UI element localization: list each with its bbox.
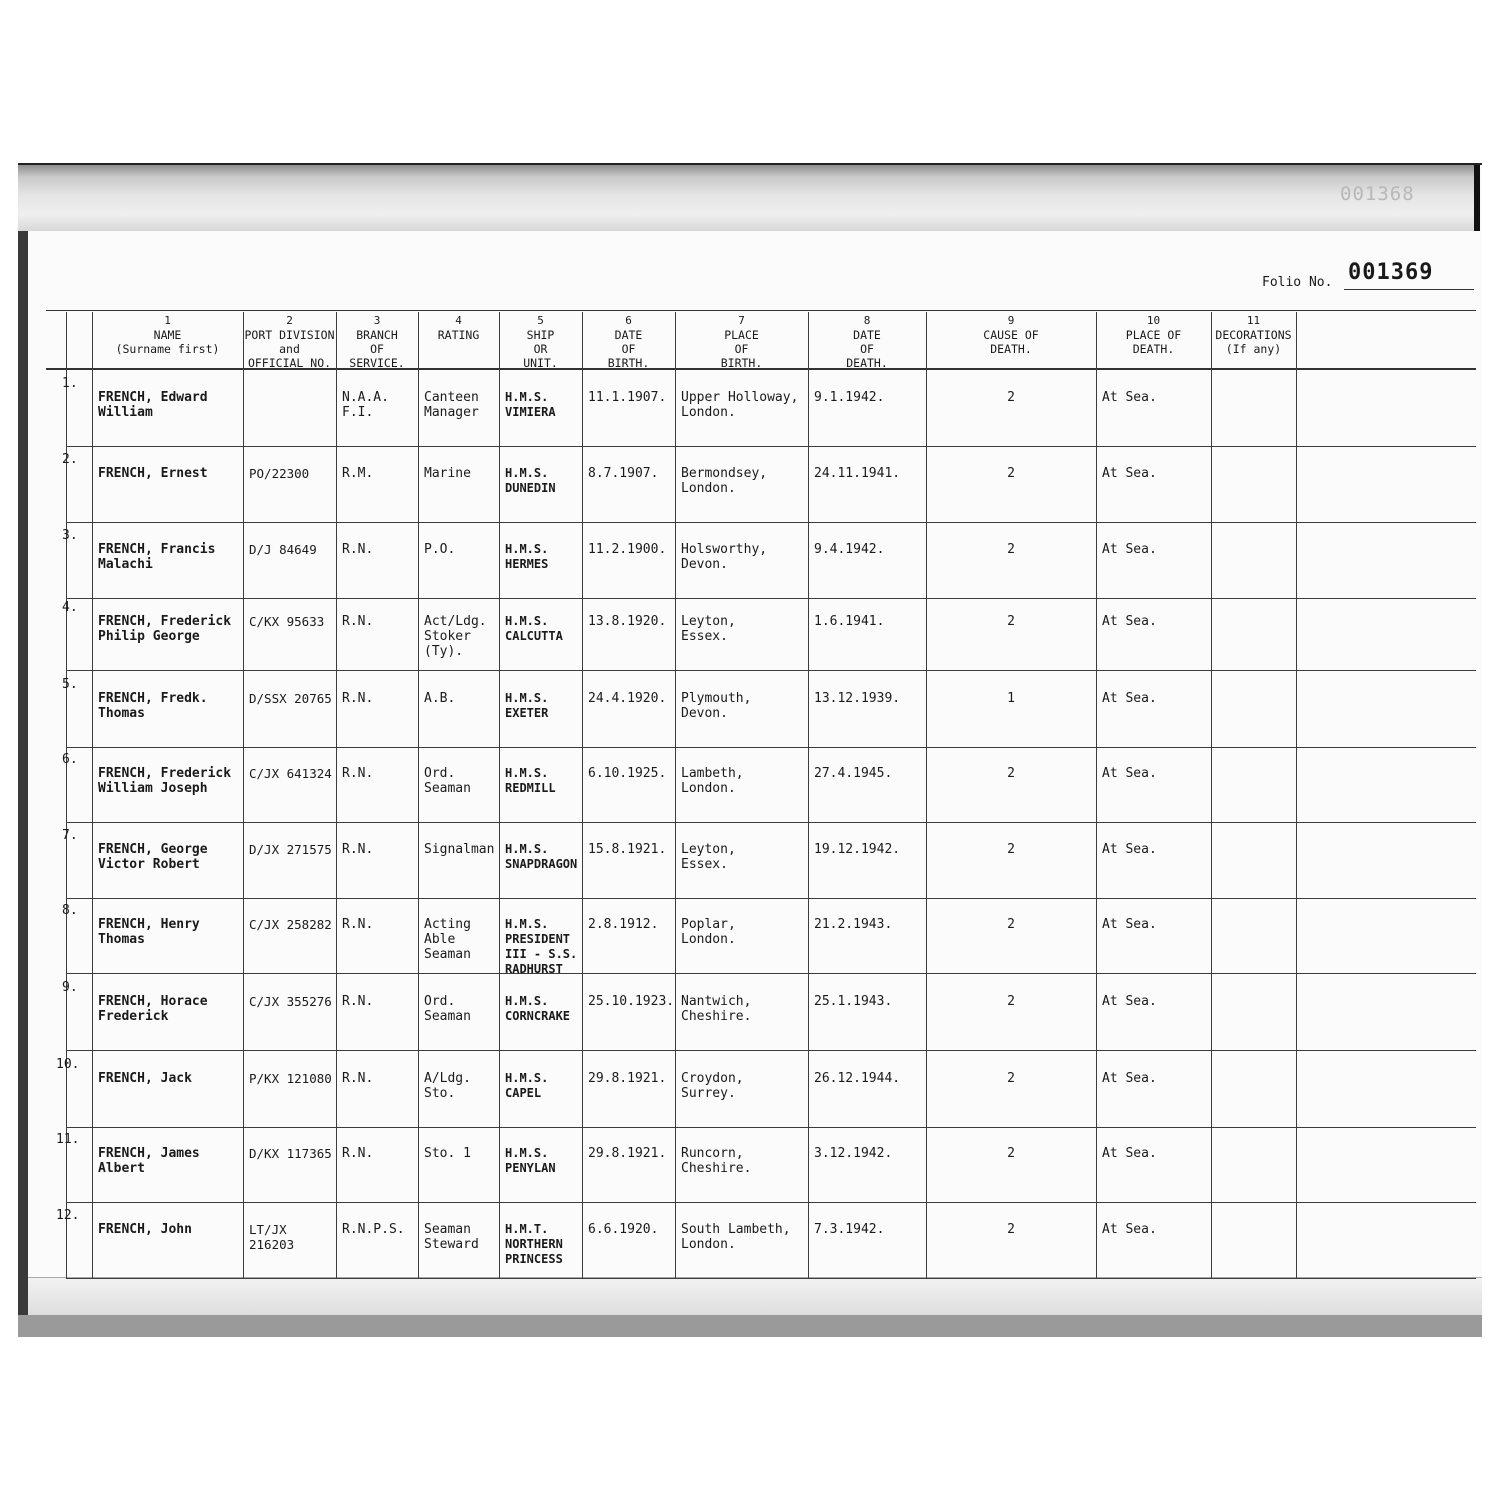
cell-branch: R.N. [342,1071,374,1086]
row-divider [66,1050,1476,1051]
column-number: 10 [1146,314,1161,327]
cell-branch: R.N. [342,766,374,781]
column-header-5 [497,314,584,370]
cell-ship: H.M.S. PRESIDENT III - S.S. RADHURST [505,917,578,976]
cell-pod: At Sea. [1102,842,1157,857]
row-number: 8. [62,903,78,918]
cell-branch: R.N. [342,614,374,629]
cell-branch: R.N. [342,917,374,932]
row-divider [66,822,1476,823]
cell-dod: 9.4.1942. [814,542,885,557]
column-header-8 [806,314,928,370]
cell-dob: 8.7.1907. [588,466,659,481]
cell-name: FRENCH, Edward William [98,390,208,420]
cell-pod: At Sea. [1102,1146,1157,1161]
cell-ship: H.M.S. VIMIERA [505,390,556,419]
cell-pod: At Sea. [1102,917,1157,932]
cell-cause: 2 [1007,1071,1015,1086]
cell-dob: 13.8.1920. [588,614,667,629]
cell-pob: Nantwich, Cheshire. [681,994,752,1024]
cell-name: FRENCH, Francis Malachi [98,542,216,572]
column-label: RATING [437,328,480,342]
column-divider [808,312,809,1278]
cell-rating: Canteen Manager [424,390,479,420]
cell-dob: 29.8.1921. [588,1146,667,1161]
cell-pob: Plymouth, Devon. [681,691,752,721]
cell-pob: Lambeth, London. [681,766,744,796]
scan-top-strip [18,165,1480,231]
row-divider [66,598,1476,599]
column-divider [582,312,583,1278]
cell-branch: R.N. [342,691,374,706]
column-number: 11 [1246,314,1261,327]
cell-cause: 2 [1007,542,1015,557]
cell-ship: H.M.S. CAPEL [505,1071,549,1100]
column-label: NAME (Surname first) [115,328,220,356]
cell-branch: N.A.A. F.I. [342,390,389,420]
cell-cause: 2 [1007,1146,1015,1161]
column-number: 4 [455,314,462,327]
cell-pob: Croydon, Surrey. [681,1071,744,1101]
row-divider [66,1202,1476,1203]
column-divider [675,312,676,1278]
column-number: 2 [286,314,293,327]
column-divider [243,312,244,1278]
row-number: 2. [62,452,78,467]
cell-branch: R.N. [342,542,374,557]
column-header-10 [1094,314,1213,356]
row-number: 11. [56,1132,80,1147]
column-divider [1211,312,1212,1278]
cell-port: C/JX 258282 [249,917,332,932]
cell-port: P/KX 121080 [249,1071,332,1086]
column-label: DECORATIONS (If any) [1215,328,1292,356]
cell-cause: 2 [1007,1222,1015,1237]
row-number: 10. [56,1057,80,1072]
cell-name: FRENCH, Henry Thomas [98,917,200,947]
column-label: BRANCH OF SERVICE. [349,328,405,370]
row-number: 9. [62,980,78,995]
cell-name: FRENCH, John [98,1222,192,1237]
cell-port: D/JX 271575 [249,842,332,857]
cell-ship: H.M.S. DUNEDIN [505,466,556,495]
cell-cause: 2 [1007,994,1015,1009]
folio-number: 001369 [1348,260,1434,285]
cell-rating: A.B. [424,691,456,706]
row-divider [66,670,1476,671]
column-divider [92,312,93,1278]
cell-port: C/KX 95633 [249,614,325,629]
cell-pob: Leyton, Essex. [681,842,736,872]
cell-port: D/SSX 20765 [249,691,332,706]
column-number: 3 [373,314,381,327]
cell-cause: 2 [1007,614,1015,629]
column-label: PLACE OF DEATH. [1125,328,1182,356]
cell-dod: 9.1.1942. [814,390,885,405]
column-divider [1296,312,1297,1278]
row-number: 7. [62,828,78,843]
cell-name: FRENCH, Frederick Philip George [98,614,232,644]
cell-rating: Ord. Seaman [424,994,471,1024]
cell-rating: Sto. 1 [424,1146,471,1161]
cell-name: FRENCH, George Victor Robert [98,842,208,872]
scan-left-edge [18,231,28,1337]
cell-dob: 25.10.1923. [588,994,675,1009]
row-number: 1. [62,376,78,391]
row-number: 4. [62,600,78,615]
folio-label: Folio No. [1262,275,1333,290]
cell-rating: A/Ldg. Sto. [424,1071,471,1101]
cell-dod: 13.12.1939. [814,691,901,706]
row-divider [66,747,1476,748]
cell-rating: Marine [424,466,471,481]
cell-pod: At Sea. [1102,1071,1157,1086]
cell-pob: Holsworthy, Devon. [681,542,768,572]
cell-cause: 1 [1007,691,1015,706]
cell-rating: Acting Able Seaman [424,917,471,962]
cell-dob: 29.8.1921. [588,1071,667,1086]
column-divider [926,312,927,1278]
cell-ship: H.M.S. REDMILL [505,766,556,795]
cell-name: FRENCH, Horace Frederick [98,994,208,1024]
column-label: CAUSE OF DEATH. [983,328,1039,356]
cell-pob: Bermondsey, London. [681,466,768,496]
cell-dob: 2.8.1912. [588,917,659,932]
cell-pod: At Sea. [1102,390,1157,405]
column-divider [1096,312,1097,1278]
column-divider [336,312,337,1278]
cell-ship: H.M.S. PENYLAN [505,1146,556,1175]
cell-port: PO/22300 [249,466,310,481]
cell-ship: H.M.S. HERMES [505,542,549,571]
cell-pob: Upper Holloway, London. [681,390,799,420]
cell-dob: 11.1.1907. [588,390,667,405]
cell-rating: Signalman [424,842,495,857]
cell-port: LT/JX 216203 [249,1222,295,1252]
cell-branch: R.N. [342,842,374,857]
column-label: PLACE OF BIRTH. [720,328,763,370]
column-number: 9 [1007,314,1015,327]
scan-bottom-strip [28,1277,1482,1318]
column-header-7 [673,314,810,370]
cell-ship: H.M.S. SNAPDRAGON [505,842,578,871]
cell-cause: 2 [1007,390,1015,405]
cell-branch: R.N. [342,1146,374,1161]
row-number: 5. [62,677,78,692]
cell-name: FRENCH, Fredk. Thomas [98,691,208,721]
cell-dod: 25.1.1943. [814,994,893,1009]
folio-underline [1344,289,1474,290]
cell-name: FRENCH, Frederick William Joseph [98,766,232,796]
cell-port: C/JX 355276 [249,994,332,1009]
column-divider [418,312,419,1278]
cell-pod: At Sea. [1102,994,1157,1009]
cell-dod: 3.12.1942. [814,1146,893,1161]
cell-pod: At Sea. [1102,542,1157,557]
cell-ship: H.M.S. CORNCRAKE [505,994,571,1023]
cell-dod: 27.4.1945. [814,766,893,781]
cell-branch: R.N.P.S. [342,1222,405,1237]
column-header-4 [416,314,501,342]
cell-dod: 7.3.1942. [814,1222,885,1237]
column-number: 6 [625,314,632,327]
cell-pod: At Sea. [1102,766,1157,781]
row-divider [66,1278,1476,1279]
cell-pod: At Sea. [1102,466,1157,481]
column-divider [499,312,500,1278]
cell-dob: 6.6.1920. [588,1222,659,1237]
row-number: 6. [62,752,78,767]
cell-pod: At Sea. [1102,691,1157,706]
cell-ship: H.M.S. EXETER [505,691,549,720]
scan-bottom-edge [18,1315,1482,1337]
cell-pob: Runcorn, Cheshire. [681,1146,752,1176]
column-header-11 [1209,314,1298,356]
cell-rating: P.O. [424,542,456,557]
cell-dod: 19.12.1942. [814,842,901,857]
cell-rating: Act/Ldg. Stoker (Ty). [424,614,487,659]
cell-pob: Leyton, Essex. [681,614,736,644]
column-header-9 [924,314,1098,356]
row-divider [66,1127,1476,1128]
cell-dod: 1.6.1941. [814,614,885,629]
cell-dod: 24.11.1941. [814,466,901,481]
cell-dob: 24.4.1920. [588,691,667,706]
cell-port: D/KX 117365 [249,1146,332,1161]
cell-cause: 2 [1007,917,1015,932]
cell-rating: Seaman Steward [424,1222,479,1252]
column-label: DATE OF DEATH. [846,328,888,370]
cell-cause: 2 [1007,766,1015,781]
cell-branch: R.M. [342,466,374,481]
cell-ship: H.M.S. CALCUTTA [505,614,563,643]
cell-cause: 2 [1007,466,1015,481]
cell-port: C/JX 641324 [249,766,332,781]
row-divider [66,973,1476,974]
column-header-6 [580,314,677,370]
register-sheet [18,163,1482,1337]
column-header-2 [241,314,338,370]
cell-rating: Ord. Seaman [424,766,471,796]
column-number: 5 [537,314,544,327]
column-header-3 [334,314,420,370]
column-label: PORT DIVISION and OFFICIAL NO. [244,328,335,370]
cell-pod: At Sea. [1102,1222,1157,1237]
row-number: 12. [56,1208,80,1223]
cell-cause: 2 [1007,842,1015,857]
cell-pod: At Sea. [1102,614,1157,629]
column-label: SHIP OR UNIT. [523,328,558,370]
cell-branch: R.N. [342,994,374,1009]
cell-name: FRENCH, Ernest [98,466,208,481]
column-number: 7 [738,314,745,327]
column-number: 1 [164,314,171,327]
row-number: 3. [62,528,78,543]
cell-name: FRENCH, Jack [98,1071,192,1086]
cell-port: D/J 84649 [249,542,317,557]
header-top-rule [46,310,1476,311]
cell-pob: Poplar, London. [681,917,736,947]
column-number: 8 [863,314,871,327]
column-header-1 [90,314,245,356]
faint-folio-stamp: 001368 [1340,183,1415,205]
cell-dob: 11.2.1900. [588,542,667,557]
cell-pob: South Lambeth, London. [681,1222,791,1252]
cell-dod: 21.2.1943. [814,917,893,932]
cell-dod: 26.12.1944. [814,1071,901,1086]
row-divider [66,522,1476,523]
cell-name: FRENCH, James Albert [98,1146,200,1176]
column-label: DATE OF BIRTH. [607,328,650,370]
cell-dob: 6.10.1925. [588,766,667,781]
row-divider [66,898,1476,899]
row-divider [66,446,1476,447]
cell-ship: H.M.T. NORTHERN PRINCESS [505,1222,563,1266]
cell-dob: 15.8.1921. [588,842,667,857]
